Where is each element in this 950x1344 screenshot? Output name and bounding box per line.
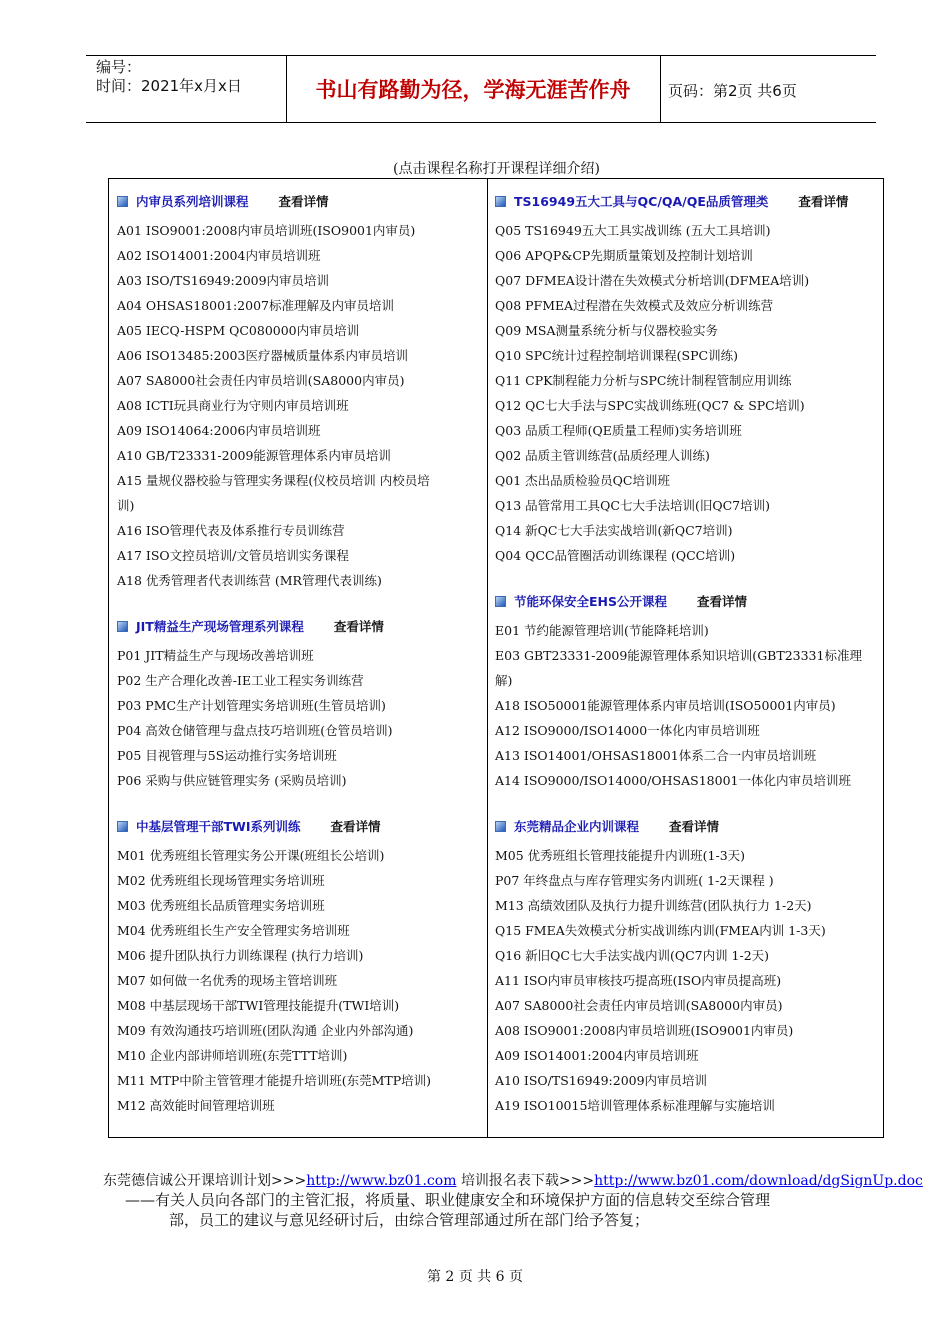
signup-label: 培训报名表下载>>> xyxy=(460,1173,595,1189)
course-item-link[interactable]: A08 ISO9001:2008内审员培训班(ISO9001内审员) xyxy=(495,1023,794,1038)
section-header xyxy=(495,189,877,214)
course-item-link[interactable]: Q15 FMEA失效模式分析实战训练内训(FMEA内训 1-3天) xyxy=(495,923,826,938)
course-item-link[interactable]: 训) xyxy=(117,498,135,513)
course-item-link[interactable]: Q12 QC七大手法与SPC实战训练班(QC7 & SPC培训) xyxy=(495,398,805,413)
section-title-link[interactable]: 内审员系列培训课程 xyxy=(136,194,249,209)
course-item-link[interactable]: Q05 TS16949五大工具实战训练 (五大工具培训) xyxy=(495,223,771,238)
document-number-label: 编号： xyxy=(96,58,142,76)
page-number: 第 2 页 共 6 页 xyxy=(426,1269,524,1285)
section-title-link[interactable]: JIT精益生产现场管理系列课程 xyxy=(136,619,304,634)
course-item-link[interactable]: M03 优秀班组长品质管理实务培训班 xyxy=(117,898,325,913)
section-spacer xyxy=(495,793,877,814)
section-bullet-icon xyxy=(495,596,506,607)
course-item-link[interactable]: M10 企业内部讲师培训班(东莞TTT培训) xyxy=(117,1048,348,1063)
course-item-link[interactable]: P06 采购与供应链管理实务 (采购员培训) xyxy=(117,773,347,788)
section-header xyxy=(495,814,877,839)
course-item-link[interactable]: M01 优秀班组长管理实务公开课(班组长公培训) xyxy=(117,848,385,863)
course-item-link[interactable]: A14 ISO9000/ISO14000/OHSAS18001一体化内审员培训班 xyxy=(495,773,851,788)
footer-paragraph xyxy=(125,1190,865,1230)
section-header xyxy=(495,589,877,614)
course-item-link[interactable]: P07 年终盘点与库存管理实务内训班( 1-2天课程 ) xyxy=(495,873,774,888)
course-item-link[interactable]: Q10 SPC统计过程控制培训课程(SPC训练) xyxy=(495,348,738,363)
view-details-link[interactable]: 查看详情 xyxy=(697,594,748,609)
section-title-link[interactable]: 中基层管理干部TWI系列训练 xyxy=(136,819,301,834)
course-item-link[interactable]: A05 IECQ-HSPM QC080000内审员培训 xyxy=(117,323,360,338)
course-item-link[interactable]: A13 ISO14001/OHSAS18001体系二合一内审员培训班 xyxy=(495,748,817,763)
course-item-link[interactable]: M09 有效沟通技巧培训班(团队沟通 企业内外部沟通) xyxy=(117,1023,414,1038)
course-item-link[interactable]: A18 ISO50001能源管理体系内审员培训(ISO50001内审员) xyxy=(495,698,836,713)
course-item-link[interactable]: A08 ICTI玩具商业行为守则内审员培训班 xyxy=(117,398,349,413)
header-info xyxy=(96,58,286,96)
course-item-link[interactable]: A06 ISO13485:2003医疗器械质量体系内审员培训 xyxy=(117,348,408,363)
plan-label: 东莞德信诚公开课培训计划>>> xyxy=(103,1173,307,1189)
course-item-link[interactable]: A01 ISO9001:2008内审员培训班(ISO9001内审员) xyxy=(117,223,416,238)
course-item-link[interactable]: Q08 PFMEA过程潜在失效模式及效应分析训练营 xyxy=(495,298,774,313)
course-item-link[interactable]: A15 量规仪器校验与管理实务课程(仪校员培训 内校员培 xyxy=(117,473,430,488)
course-item-link[interactable]: M05 优秀班组长管理技能提升内训班(1-3天) xyxy=(495,848,746,863)
course-item-link[interactable]: Q04 QCC品管圈活动训练课程 (QCC培训) xyxy=(495,548,736,563)
course-item-link[interactable]: P01 JIT精益生产与现场改善培训班 xyxy=(117,648,314,663)
course-item-link[interactable]: M08 中基层现场干部TWI管理技能提升(TWI培训) xyxy=(117,998,400,1013)
course-item-link[interactable]: A16 ISO管理代表及体系推行专员训练营 xyxy=(117,523,345,538)
course-item-link[interactable]: Q01 杰出品质检验员QC培训班 xyxy=(495,473,670,488)
course-item-link[interactable]: A03 ISO/TS16949:2009内审员培训 xyxy=(117,273,330,288)
header-page-label: 页码：第2页 共6页 xyxy=(668,82,797,100)
plan-link[interactable]: http://www.bz01.com xyxy=(306,1173,457,1189)
section-header xyxy=(117,189,479,214)
section-header xyxy=(117,614,479,639)
course-item-link[interactable]: M06 提升团队执行力训练课程 (执行力培训) xyxy=(117,948,364,963)
section-header xyxy=(117,814,479,839)
footer-paragraph-line-2: 部，员工的建议与意见经研讨后，由综合管理部通过所在部门给予答复； xyxy=(169,1211,650,1229)
course-item-link[interactable]: Q02 品质主管训练营(品质经理人训练) xyxy=(495,448,710,463)
course-item-link[interactable]: A18 优秀管理者代表训练营 (MR管理代表训练) xyxy=(117,573,382,588)
course-item-link[interactable]: Q14 新QC七大手法实战培训(新QC7培训) xyxy=(495,523,733,538)
course-item-link[interactable]: Q13 品管常用工具QC七大手法培训(旧QC7培训) xyxy=(495,498,770,513)
section-title-link[interactable]: 节能环保安全EHS公开课程 xyxy=(514,594,668,609)
section-bullet-icon xyxy=(117,821,128,832)
document-time-label: 时间：2021年x月x日 xyxy=(96,77,242,95)
course-table xyxy=(108,178,884,1138)
section-spacer xyxy=(117,593,479,614)
course-item-link[interactable]: M13 高绩效团队及执行力提升训练营(团队执行力 1-2天) xyxy=(495,898,812,913)
header-bottom-rule xyxy=(86,122,876,123)
course-item-link[interactable]: M02 优秀班组长现场管理实务培训班 xyxy=(117,873,325,888)
course-item-link[interactable]: Q03 品质工程师(QE质量工程师)实务培训班 xyxy=(495,423,742,438)
section-bullet-icon xyxy=(117,196,128,207)
header-top-rule xyxy=(86,55,876,56)
section-title-link[interactable]: 东莞精品企业内训课程 xyxy=(514,819,640,834)
column-divider xyxy=(487,179,488,1137)
section-bullet-icon xyxy=(495,196,506,207)
course-item-link[interactable]: A10 ISO/TS16949:2009内审员培训 xyxy=(495,1073,708,1088)
footer-links xyxy=(103,1170,923,1190)
course-item-link[interactable]: M07 如何做一名优秀的现场主管培训班 xyxy=(117,973,338,988)
footer-paragraph-line-1: ——有关人员向各部门的主管汇报，将质量、职业健康安全和环境保护方面的信息转交至综合管理 xyxy=(125,1191,771,1209)
course-item-link[interactable]: A19 ISO10015培训管理体系标准理解与实施培训 xyxy=(495,1098,775,1113)
right-course-column xyxy=(495,189,877,1118)
course-item-link[interactable]: A11 ISO内审员审核技巧提高班(ISO内审员提高班) xyxy=(495,973,782,988)
course-item-link[interactable]: A07 SA8000社会责任内审员培训(SA8000内审员) xyxy=(495,998,783,1013)
left-course-column xyxy=(117,189,479,1118)
view-details-link[interactable]: 查看详情 xyxy=(330,819,381,834)
course-item-link[interactable]: Q09 MSA测量系统分析与仪器校验实务 xyxy=(495,323,719,338)
course-item-link[interactable]: A09 ISO14001:2004内审员培训班 xyxy=(495,1048,699,1063)
course-item-link[interactable]: P04 高效仓储管理与盘点技巧培训班(仓管员培训) xyxy=(117,723,393,738)
header-motto: 书山有路勤为径，学海无涯苦作舟 xyxy=(315,78,631,102)
course-item-link[interactable]: E01 节约能源管理培训(节能降耗培训) xyxy=(495,623,709,638)
section-spacer xyxy=(117,793,479,814)
course-item-link[interactable]: M12 高效能时间管理培训班 xyxy=(117,1098,275,1113)
course-item-link[interactable]: Q16 新旧QC七大手法实战内训(QC7内训 1-2天) xyxy=(495,948,770,963)
course-item-link[interactable]: A09 ISO14064:2006内审员培训班 xyxy=(117,423,321,438)
view-details-link[interactable]: 查看详情 xyxy=(278,194,329,209)
section-spacer xyxy=(495,568,877,589)
course-item-link[interactable]: A02 ISO14001:2004内审员培训班 xyxy=(117,248,321,263)
view-details-link[interactable]: 查看详情 xyxy=(669,819,720,834)
view-details-link[interactable]: 查看详情 xyxy=(333,619,384,634)
course-item-link[interactable]: Q07 DFMEA设计潜在失效模式分析培训(DFMEA培训) xyxy=(495,273,810,288)
course-item-link[interactable]: 解) xyxy=(495,673,513,688)
header-divider-right xyxy=(660,55,661,122)
course-item-link[interactable]: P03 PMC生产计划管理实务培训班(生管员培训) xyxy=(117,698,386,713)
course-item-link[interactable]: M04 优秀班组长生产安全管理实务培训班 xyxy=(117,923,350,938)
course-item-link[interactable]: P05 目视管理与5S运动推行实务培训班 xyxy=(117,748,337,763)
course-item-link[interactable]: A12 ISO9000/ISO14000一体化内审员培训班 xyxy=(495,723,760,738)
course-item-link[interactable]: Q06 APQP&CP先期质量策划及控制计划培训 xyxy=(495,248,753,263)
course-item-link[interactable]: A10 GB/T23331-2009能源管理体系内审员培训 xyxy=(117,448,391,463)
course-item-link[interactable]: M11 MTP中阶主管管理才能提升培训班(东莞MTP培训) xyxy=(117,1073,432,1088)
course-note: (点击课程名称打开课程详细介绍) xyxy=(393,161,600,177)
section-bullet-icon xyxy=(495,821,506,832)
view-details-link[interactable]: 查看详情 xyxy=(798,194,849,209)
course-item-link[interactable]: A07 SA8000社会责任内审员培训(SA8000内审员) xyxy=(117,373,405,388)
section-title-link[interactable]: TS16949五大工具与QC/QA/QE品质管理类 xyxy=(514,194,769,209)
course-item-link[interactable]: Q11 CPK制程能力分析与SPC统计制程管制应用训练 xyxy=(495,373,792,388)
course-item-link[interactable]: A04 OHSAS18001:2007标准理解及内审员培训 xyxy=(117,298,394,313)
course-item-link[interactable]: A17 ISO文控员培训/文管员培训实务课程 xyxy=(117,548,349,563)
signup-link[interactable]: http://www.bz01.com/download/dgSignUp.doc xyxy=(594,1173,923,1189)
course-item-link[interactable]: E03 GBT23331-2009能源管理体系知识培训(GBT23331标准理 xyxy=(495,648,862,663)
section-bullet-icon xyxy=(117,621,128,632)
course-item-link[interactable]: P02 生产合理化改善-IE工业工程实务训练营 xyxy=(117,673,364,688)
